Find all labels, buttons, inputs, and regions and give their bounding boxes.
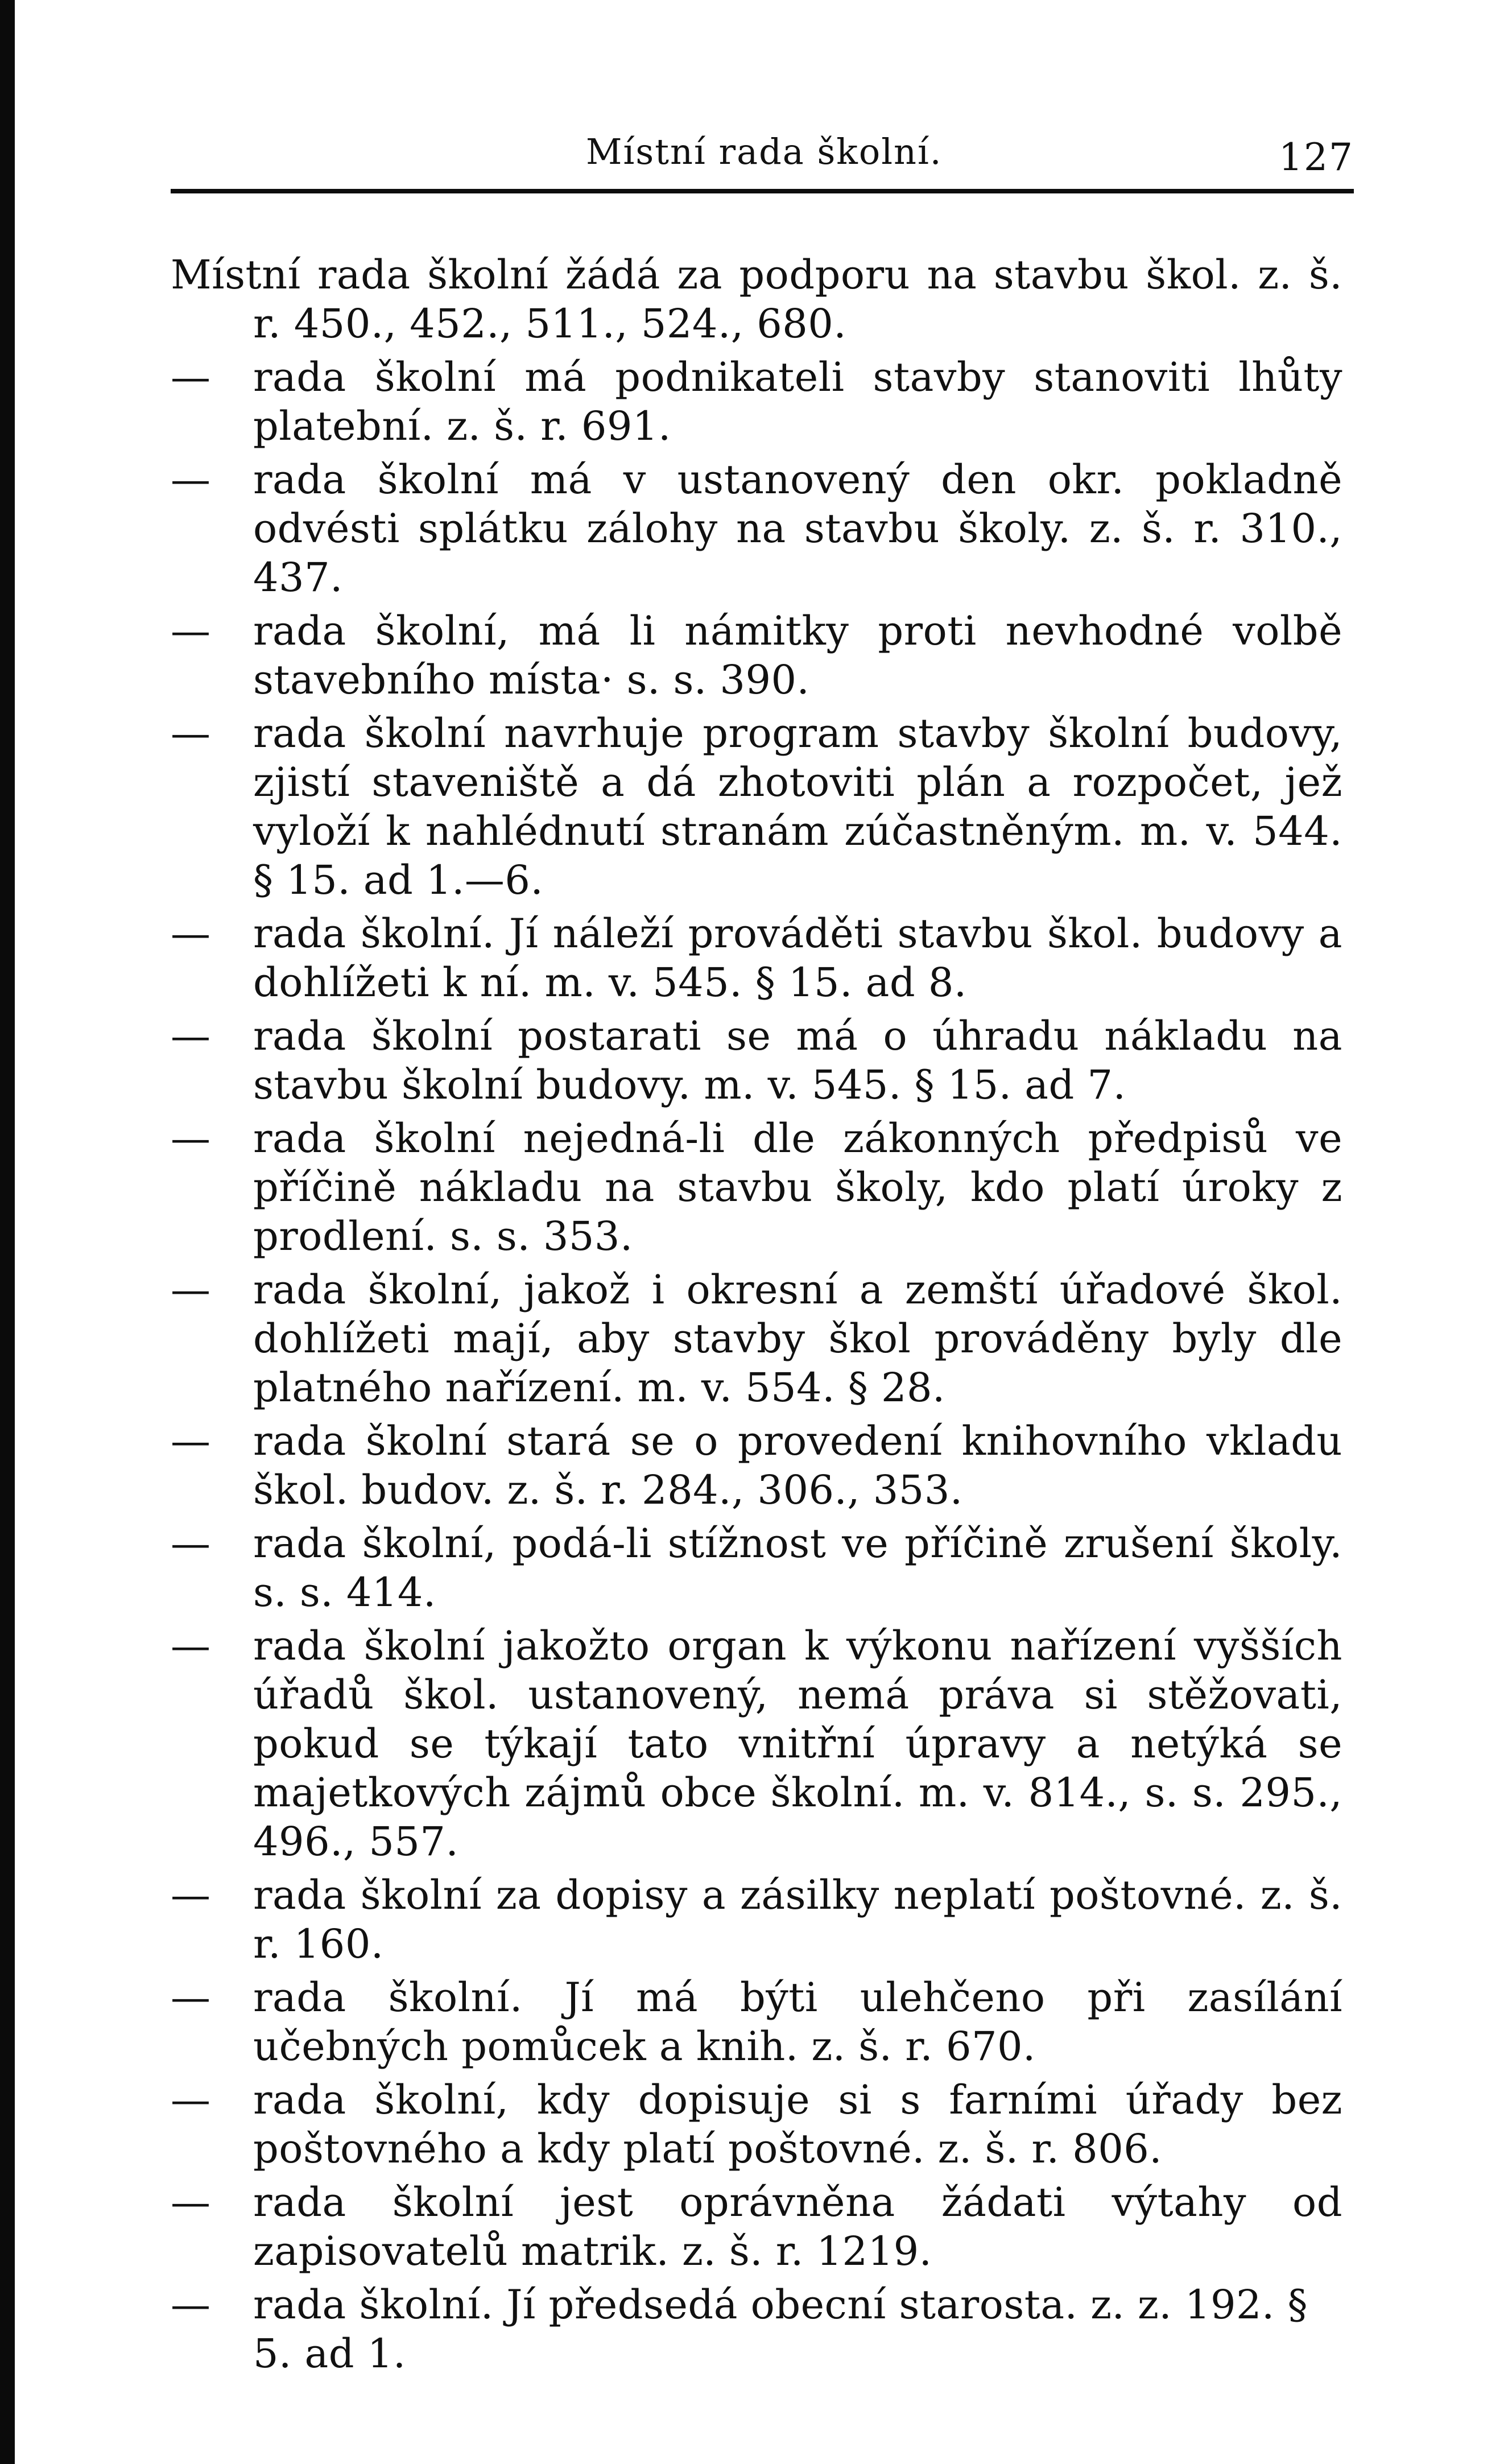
index-entry: [171, 709, 1342, 905]
entry-dash: —: [171, 1266, 211, 1313]
entry-text: rada školní, má li námitky proti nevhodné volbě stavebního místa· s. s. 390.: [253, 608, 1342, 703]
header-rule: [171, 189, 1354, 193]
entry-text: rada školní jest oprávněna žádati výtahy od zapisovatelů matrik. z. š. r. 1219.: [253, 2179, 1342, 2275]
entry-text: rada školní má v ustanovený den okr. pokladně odvésti splátku zálohy na stavbu školy. z. š. r. 310., 437.: [253, 456, 1342, 601]
entry-dash: —: [171, 608, 211, 654]
index-entry: [171, 1114, 1342, 1261]
entry-dash: —: [171, 1418, 211, 1464]
index-entry: [171, 1871, 1342, 1968]
entry-dash: —: [171, 456, 211, 503]
running-title: Místní rada školní.: [586, 131, 943, 172]
entry-dash: —: [171, 2179, 211, 2226]
index-entry: [171, 1265, 1342, 1412]
entry-text: rada školní má podnikateli stavby stanoviti lhůty platební. z. š. r. 691.: [253, 354, 1342, 449]
entry-dash: —: [171, 2281, 211, 2328]
entry-text: rada školní, jakož i okresní a zemští úřadové škol. dohlížeti mají, aby stavby škol prováděny byly dle platného nařízení. m. v. 554. § 28.: [253, 1266, 1342, 1411]
index-entry: [171, 2075, 1342, 2173]
entry-text: rada školní nejedná-li dle zákonných předpisů ve příčině nákladu na stavbu školy, kdo platí úroky z prodlení. s. s. 353.: [253, 1115, 1342, 1260]
index-entry: [171, 1973, 1342, 2071]
entry-text: rada školní jakožto organ k výkonu nařízení vyšších úřadů škol. ustanovený, nemá práva si stěžovati, pokud se týkají tato vnitřní úpravy a netýká se majetkových zájmů obce školní. m. v. 814., s. s. 295., 496., 557.: [253, 1623, 1342, 1865]
entry-text: rada školní, kdy dopisuje si s farními úřady bez poštovného a kdy platí poštovné. z. š. r. 806.: [253, 2077, 1342, 2172]
index-entry: [171, 1621, 1342, 1866]
page-number: 127: [1279, 135, 1354, 179]
index-entry: [171, 353, 1342, 451]
page-header: [171, 119, 1354, 199]
entry-dash: —: [171, 354, 211, 401]
entry-dash: —: [171, 1872, 211, 1918]
entry-dash: —: [171, 1115, 211, 1162]
entry-dash: —: [171, 1520, 211, 1567]
index-entry: [171, 1519, 1342, 1617]
entry-dash: —: [171, 2077, 211, 2123]
index-entries: [171, 250, 1342, 2383]
entry-text: rada školní. Jí náleží prováděti stavbu škol. budovy a dohlížeti k ní. m. v. 545. § 15. ad 8.: [253, 910, 1342, 1006]
entry-text: rada školní za dopisy a zásilky neplatí poštovné. z. š. r. 160.: [253, 1872, 1342, 1967]
index-entry: [171, 909, 1342, 1007]
index-entry: [171, 606, 1342, 704]
index-entry: [171, 1012, 1342, 1109]
entry-text: rada školní navrhuje program stavby školní budovy, zjistí staveniště a dá zhotoviti plán a rozpočet, jež vyloží k nahlédnutí stranám zúčastněným. m. v. 544. § 15. ad 1.—6.: [253, 710, 1342, 903]
entry-text: rada školní. Jí předsedá obecní starosta. z. z. 192. § 5. ad 1.: [253, 2281, 1308, 2377]
entry-dash: —: [171, 1013, 211, 1059]
entry-dash: —: [171, 1623, 211, 1669]
entry-dash: —: [171, 1974, 211, 2021]
entry-text: rada školní stará se o provedení knihovního vkladu škol. budov. z. š. r. 284., 306., 353.: [253, 1418, 1342, 1513]
scan-edge: [0, 0, 15, 2464]
index-entry: [171, 455, 1342, 602]
index-entry: [171, 2178, 1342, 2276]
entry-text: rada školní postarati se má o úhradu nákladu na stavbu školní budovy. m. v. 545. § 15. ad 7.: [253, 1013, 1342, 1108]
index-entry: [171, 250, 1342, 348]
entry-text: rada školní. Jí má býti ulehčeno při zasílání učebných pomůcek a knih. z. š. r. 670.: [253, 1974, 1342, 2070]
entry-text: rada školní, podá-li stížnost ve příčině zrušení školy. s. s. 414.: [253, 1520, 1342, 1616]
entry-dash: —: [171, 710, 211, 757]
entry-text: Místní rada školní žádá za podporu na stavbu škol. z. š. r. 450., 452., 511., 524., 680.: [171, 251, 1342, 347]
entry-dash: —: [171, 910, 211, 957]
index-entry: [171, 1417, 1342, 1514]
index-entry: [171, 2280, 1342, 2378]
